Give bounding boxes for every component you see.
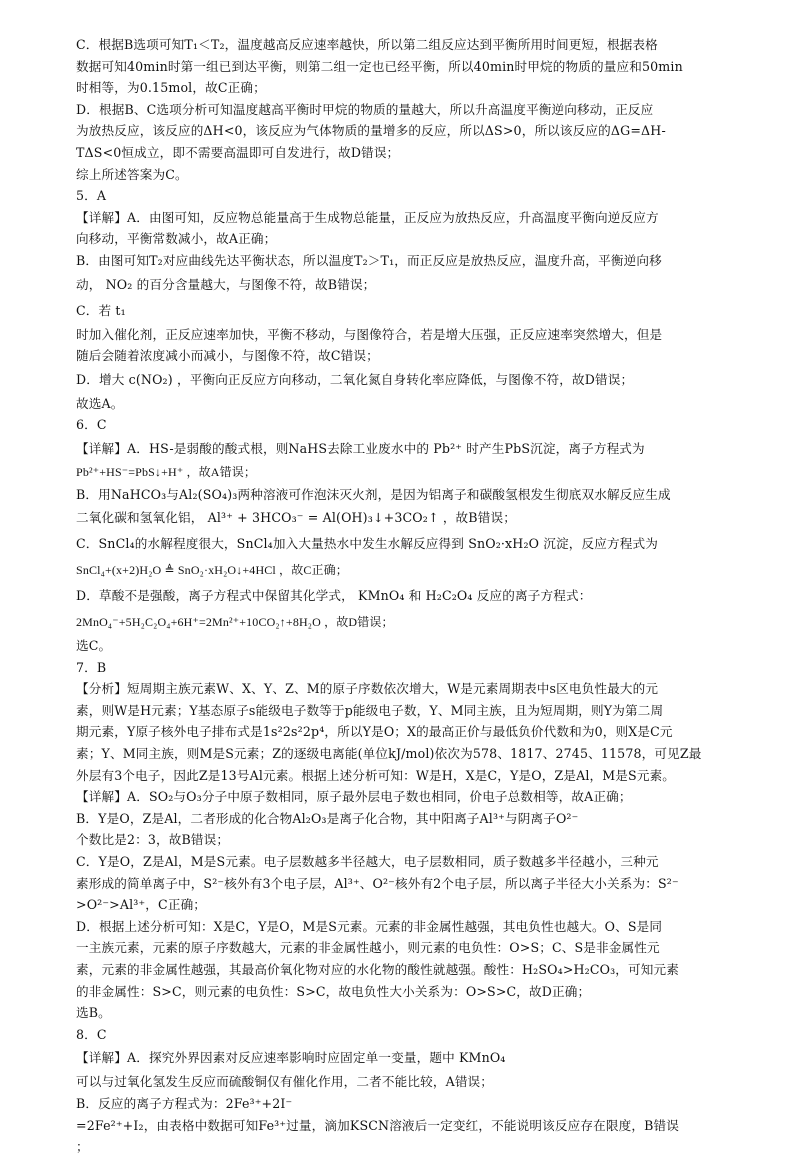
text-line: 随后会随着浓度减小而减小，与图像不符，故C错误； (76, 348, 379, 364)
text-line: 二氧化碳和氢氧化铝， Al³⁺ + 3HCO₃⁻ = Al(OH)₃↓+3CO₂↑ ，故B错误； (76, 510, 516, 526)
text-line: 【分析】短周期主族元素W、X、Y、Z、M的原子序数依次增大，W是元素周期表中s区电负性最大的元 (76, 681, 659, 697)
text-line: C．SnCl₄的水解程度很大，SnCl₄加入大量热水中发生水解反应得到 SnO₂·xH₂O 沉淀，反应方程式为 (76, 536, 658, 552)
text-line: 的非金属性：S>C，则元素的电负性：S>C，故电负性大小关系为：O>S>C，故D正确； (76, 983, 591, 999)
text-line: 素形成的简单离子中，S²⁻核外有3个电子层，Al³⁺、O²⁻核外有2个电子层，所以离子半径大小关系为：S²⁻ (76, 875, 679, 891)
text-line: B．用NaHCO₃与Al₂(SO₄)₃两种溶液可作泡沫灭火剂，是因为铝离子和碳酸氢根发生彻底双水解反应生成 (76, 486, 671, 502)
equation-line: SnCl₄+(x+2)H₂O ≜ SnO₂·xH₂O↓+4HCl ，故C正确； (76, 563, 348, 578)
equation-line: Pb²⁺+HS⁻=PbS↓+H⁺ ，故A错误； (76, 464, 257, 479)
text-line: 可以与过氧化氢发生反应而硫酸铜仅有催化作用，二者不能比较，A错误； (76, 1074, 494, 1090)
text-line: 素，元素的非金属性越强，其最高价氧化物对应的水化物的酸性就越强。酸性：H₂SO₄>H₂CO₃，可知元素 (76, 962, 680, 977)
text-line: D．草酸不是强酸，离子方程式中保留其化学式， KMnO₄ 和 H₂C₂O₄ 反应的离子方程式： (76, 588, 592, 604)
text-line: B．由图可知T₂对应曲线先达平衡状态，所以温度T₂＞T₁，而正反应是放热反应，温度升高，平衡逆向移 (76, 252, 662, 268)
text-line: 素，则W是H元素；Y基态原子s能级电子数等于p能级电子数，Y、M同主族，且为短周期，则Y为第二周 (76, 702, 664, 718)
question-number: 6．C (76, 417, 107, 433)
text-line: 选C。 (76, 638, 112, 654)
text-line: B．反应的离子方程式为：2Fe³⁺+2I⁻ (76, 1095, 293, 1111)
equation-line: 2MnO₄⁻+5H₂C₂O₄+6H⁺=2Mn²⁺+10CO₂↑+8H₂O ，故D错误； (76, 615, 394, 630)
text-line: 一主族元素，元素的原子序数越大，元素的非金属性越小，则元素的电负性：O>S；C、S是非金属性元 (76, 940, 660, 956)
text-line: 外层有3个电子，因此Z是13号Al元素。根据上述分析可知：W是H，X是C，Y是O，Z是Al，M是S元素。 (76, 767, 676, 783)
text-line: B．Y是O，Z是Al，二者形成的化合物Al₂O₃是离子化合物，其中阳离子Al³⁺与阴离子O²⁻ (76, 810, 579, 826)
text-line: D．根据上述分析可知：X是C，Y是O，M是S元素。元素的非金属性越强，其电负性也越大。O、S是同 (76, 918, 663, 934)
question-number: 7．B (76, 659, 107, 675)
text-line: 【详解】A．SO₂与O₃分子中原子数相同，原子最外层电子数也相同，价电子总数相等，故A正确； (76, 789, 632, 805)
text-line: ； (76, 1139, 89, 1155)
text-line: TΔS<0恒成立，即不需要高温即可自发进行，故D错误； (76, 144, 400, 160)
text-line: 【详解】A．由图可知，反应物总能量高于生成物总能量，正反应为放热反应，升高温度平衡向逆反应方 (76, 209, 659, 225)
text-line: 向移动，平衡常数减小，故A正确； (76, 231, 277, 247)
text-line: C．根据B选项可知T₁＜T₂，温度越高反应速率越快，所以第二组反应达到平衡所用时间更短，根据表格 (76, 37, 658, 52)
text-line: =2Fe²⁺+I₂，由表格中数据可知Fe³⁺过量，滴加KSCN溶液后一定变红，不能说明该反应存在限度，B错误 (76, 1117, 679, 1133)
question-number: 5．A (76, 188, 107, 204)
text-line: D．根据B、C选项分析可知温度越高平衡时甲烷的物质的量越大，所以升高温度平衡逆向移动，正反应 (76, 101, 654, 117)
text-line: 选B。 (76, 1005, 111, 1021)
text-line: 为放热反应，该反应的ΔH<0，该反应为气体物质的量增多的反应，所以ΔS>0，所以该反应的ΔG=ΔH- (76, 123, 666, 139)
text-line: C．若 t₁ (76, 302, 126, 318)
text-line: C．Y是O，Z是Al，M是S元素。电子层数越多半径越大，电子层数相同，质子数越多半径越小，三种元 (76, 854, 659, 870)
text-line: 动， NO₂ 的百分含量越大，与图像不符，故B错误； (76, 276, 376, 292)
text-line: 综上所述答案为C。 (76, 166, 188, 182)
text-line: 【详解】A．HS-是弱酸的酸式根，则NaHS去除工业废水中的 Pb²⁺ 时产生PbS沉淀，离子方程式为 (76, 440, 645, 456)
text-line: D．增大 c(NO₂) ，平衡向正反应方向移动，二氧化氮自身转化率应降低，与图像不符，故D错误； (76, 371, 634, 387)
question-number: 8．C (76, 1026, 107, 1042)
text-line: 时加入催化剂，正反应速率加快，平衡不移动，与图像符合，若是增大压强，正反应速率突然增大，但是 (76, 326, 663, 342)
text-line: 故选A。 (76, 395, 124, 411)
text-line: 期元素，Y原子核外电子排布式是1s²2s²2p⁴，所以Y是O；X的最高正价与最低负价代数和为0，则X是C元 (76, 724, 673, 740)
text-line: >O²⁻>Al³⁺，C正确； (76, 897, 207, 913)
text-line: 【详解】A．探究外界因素对反应速率影响时应固定单一变量，题中 KMnO₄ (76, 1050, 506, 1066)
text-line: 数据可知40min时第一组已到达平衡，则第二组一定也已经平衡，所以40min时甲烷的物质的量应和50min (76, 58, 683, 74)
text-line: 时相等，为0.15mol，故C正确； (76, 80, 266, 96)
text-line: 个数比是2：3，故B错误； (76, 832, 230, 848)
text-line: 素；Y、M同主族，则M是S元素；Z的逐级电离能(单位kJ/mol)依次为578、1817、2745、11578，可见Z最 (76, 746, 702, 762)
